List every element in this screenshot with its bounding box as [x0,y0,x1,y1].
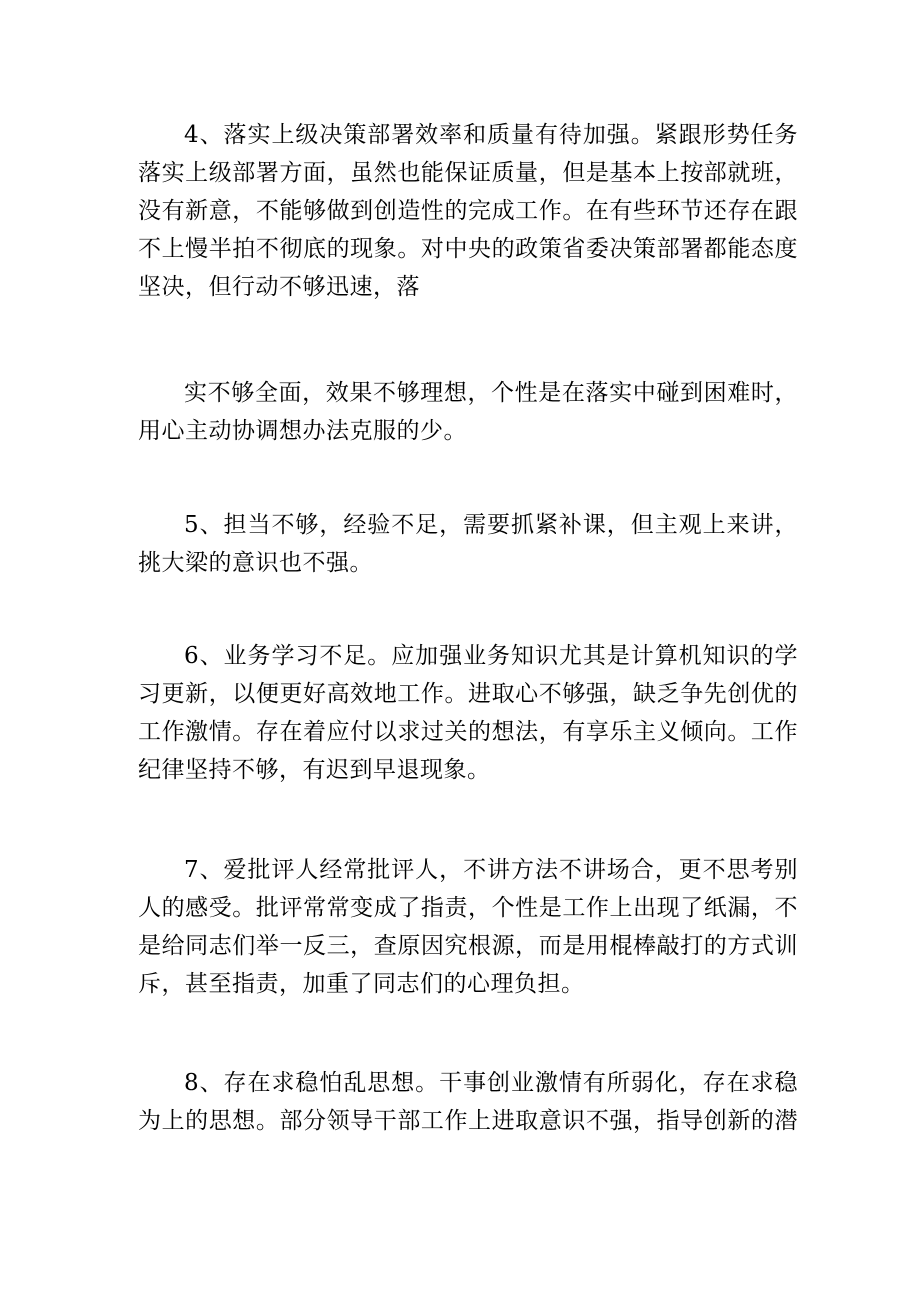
paragraph-line: 5、担当不够，经验不足，需要抓紧补课，但主观上来讲， [184,512,798,538]
paragraph-line: 斥，甚至指责，加重了同志们的心理负担。 [138,971,585,997]
paragraph-line: 用心主动协调想办法克服的少。 [138,418,467,444]
paragraph-line: 实不够全面，效果不够理想，个性是在落实中碰到困难时， [184,380,798,406]
paragraph-line: 人的感受。批评常常变成了指责，个性是工作上出现了纸漏，不 [138,895,798,921]
paragraph-line: 为上的思想。部分领导干部工作上进取意识不强，指导创新的潜 [138,1108,798,1134]
paragraph-line: 不上慢半拍不彻底的现象。对中央的政策省委决策部署都能态度 [138,236,798,262]
paragraph-line: 挑大梁的意识也不强。 [138,550,373,576]
paragraph-line: 6、业务学习不足。应加强业务知识尤其是计算机知识的学 [184,643,798,669]
paragraph-line: 8、存在求稳怕乱思想。干事创业激情有所弱化，存在求稳 [184,1070,798,1096]
paragraph-line: 没有新意，不能够做到创造性的完成工作。在有些环节还存在跟 [138,198,798,224]
paragraph-item-8 [138,1064,798,1140]
paragraph-item-5 [138,506,798,582]
paragraph-line: 4、落实上级决策部署效率和质量有待加强。紧跟形势任务 [184,122,798,148]
paragraph-line: 7、爱批评人经常批评人，不讲方法不讲场合，更不思考别 [184,857,798,883]
paragraph-line: 习更新，以便更好高效地工作。进取心不够强，缺乏争先创优的 [138,681,798,707]
paragraph-item-7 [138,851,798,1003]
paragraph-line: 坚决，但行动不够迅速，落 [138,274,420,300]
paragraph-line: 是给同志们举一反三，查原因究根源，而是用棍棒敲打的方式训 [138,933,798,959]
paragraph-item-4-continued [138,374,798,450]
paragraph-line: 落实上级部署方面，虽然也能保证质量，但是基本上按部就班， [138,160,798,186]
paragraph-line: 纪律坚持不够，有迟到早退现象。 [138,757,491,783]
paragraph-line: 工作激情。存在着应付以求过关的想法，有享乐主义倾向。工作 [138,719,798,745]
paragraph-item-4 [138,116,798,306]
paragraph-item-6 [138,637,798,789]
